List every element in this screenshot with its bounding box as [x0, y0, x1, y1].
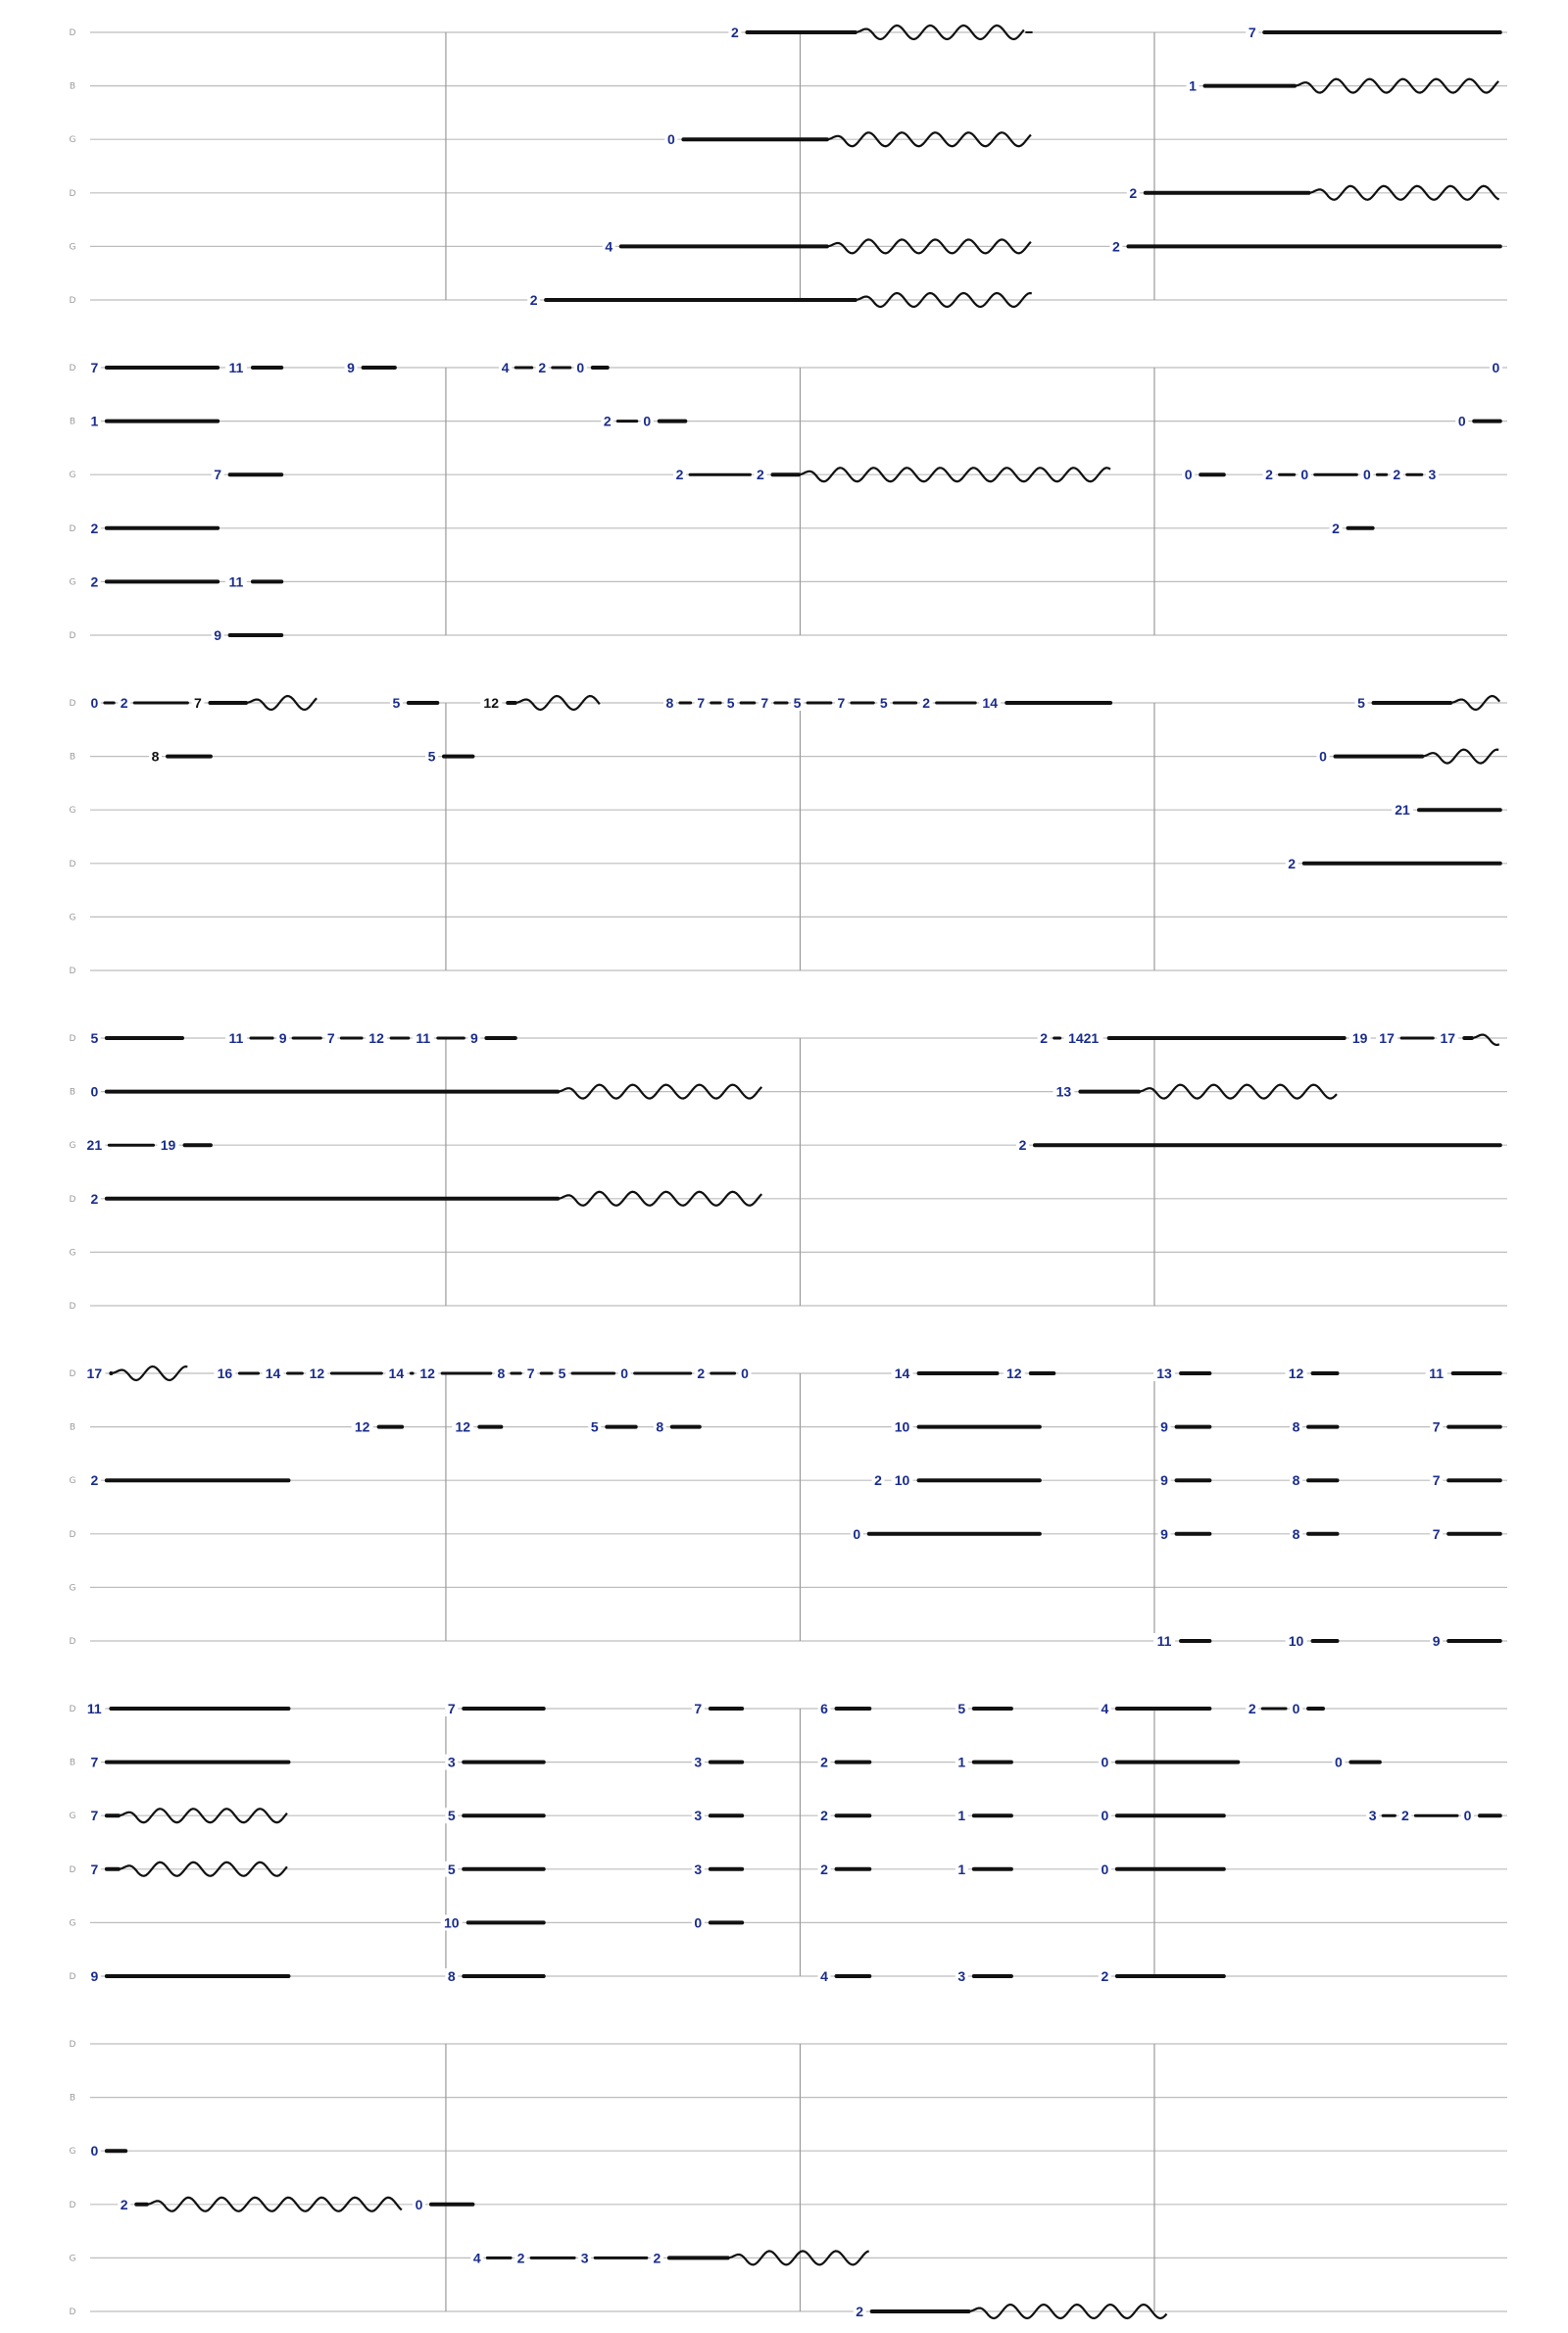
fret-number: 11	[228, 573, 244, 590]
fret-number: 3	[580, 2250, 589, 2266]
string-label: G	[69, 1476, 76, 1487]
string-label: D	[69, 2040, 76, 2050]
fret-number: 5	[558, 1365, 566, 1381]
fret-number: 2	[90, 1472, 99, 1489]
fret-number: 12	[1288, 1365, 1304, 1381]
fret-number: 0	[643, 413, 652, 429]
fret-number: 7	[447, 1701, 456, 1716]
fret-number: 17	[86, 1365, 103, 1381]
fret-number: 7	[1248, 25, 1256, 40]
string-label: B	[69, 417, 76, 427]
string-label: D	[69, 1034, 76, 1044]
fret-number: 5	[90, 1030, 99, 1046]
fret-number: 2	[1040, 1030, 1049, 1046]
string-label: D	[69, 859, 76, 869]
fret-number: 8	[151, 748, 160, 765]
fret-number: 2	[529, 292, 538, 308]
fret-number: 21	[86, 1137, 103, 1154]
fret-number: 0	[694, 1914, 703, 1931]
string-label: G	[69, 1248, 76, 1259]
fret-number: 0	[1184, 467, 1193, 483]
fret-number: 0	[853, 1525, 861, 1542]
fret-number: 2	[731, 25, 739, 40]
fret-number: 2	[120, 2196, 128, 2212]
fret-number: 0	[1335, 1754, 1343, 1770]
fret-number: 9	[214, 627, 222, 643]
fret-number: 1	[957, 1754, 966, 1770]
fret-number: 9	[278, 1030, 287, 1046]
string-label: G	[69, 806, 76, 817]
fret-number: 9	[1432, 1633, 1441, 1649]
tab-system	[70, 360, 1507, 643]
string-label: G	[69, 471, 76, 481]
fret-number: 5	[392, 695, 401, 711]
fret-number: 17	[1379, 1030, 1395, 1046]
fret-number: 12	[309, 1365, 325, 1381]
fret-number: 5	[427, 748, 436, 765]
fret-number: 0	[1457, 413, 1466, 429]
fret-number: 8	[447, 1968, 456, 1984]
fret-number: 4	[605, 238, 613, 255]
fret-number: 11	[228, 360, 244, 375]
fret-number: 2	[856, 2304, 864, 2319]
string-label: G	[69, 1141, 76, 1152]
fret-number: 11	[416, 1030, 431, 1046]
fret-number: 0	[90, 1083, 99, 1100]
fret-number: 12	[455, 1418, 471, 1435]
fret-number: 3	[694, 1808, 703, 1824]
string-label: B	[69, 2093, 76, 2104]
fret-number: 17	[1440, 1030, 1456, 1046]
fret-number: 2	[1393, 467, 1401, 483]
fret-number: 0	[741, 1365, 749, 1381]
fret-number: 5	[590, 1418, 599, 1435]
fret-number: 9	[1160, 1472, 1168, 1489]
fret-number: 2	[922, 695, 931, 711]
fret-number: 1	[957, 1808, 966, 1824]
fret-number: 12	[368, 1030, 384, 1046]
string-label: D	[69, 28, 76, 38]
fret-number: 2	[1400, 1808, 1409, 1824]
fret-number: 19	[160, 1137, 176, 1154]
fret-number: 2	[90, 1190, 99, 1207]
fret-number: 1421	[1068, 1030, 1100, 1046]
fret-number: 2	[757, 467, 764, 483]
fret-number: 2	[1101, 1968, 1109, 1984]
tab-system	[70, 1030, 1507, 1312]
string-label: D	[69, 1637, 76, 1647]
fret-number: 11	[86, 1701, 102, 1716]
string-label: B	[69, 1087, 76, 1098]
string-label: D	[69, 1705, 76, 1714]
string-label: D	[69, 2308, 76, 2317]
fret-number: 9	[469, 1030, 478, 1046]
fret-number: 2	[120, 695, 128, 711]
fret-number: 2	[538, 360, 547, 375]
fret-number: 3	[1428, 467, 1437, 483]
fret-number: 5	[447, 1808, 456, 1824]
fret-number: 5	[793, 695, 802, 711]
fret-number: 9	[347, 360, 355, 375]
fret-number: 13	[1156, 1365, 1172, 1381]
fret-number: 4	[820, 1968, 828, 1984]
fret-number: 0	[1292, 1701, 1300, 1716]
fret-number: 1	[1189, 77, 1197, 94]
fret-number: 11	[1156, 1633, 1172, 1649]
tab-system	[70, 1701, 1507, 1984]
string-label: D	[69, 364, 76, 373]
fret-number: 2	[874, 1472, 882, 1489]
fret-number: 5	[447, 1861, 456, 1877]
fret-number: 2	[603, 413, 612, 429]
fret-number: 2	[675, 467, 684, 483]
fret-number: 7	[90, 1808, 99, 1824]
fret-number: 0	[576, 360, 585, 375]
fret-number: 0	[1319, 748, 1327, 765]
fret-number: 10	[894, 1472, 910, 1489]
fret-number: 2	[1332, 520, 1340, 536]
fret-number: 1	[957, 1861, 966, 1877]
fret-number: 0	[1300, 467, 1309, 483]
string-label: D	[69, 631, 76, 641]
tab-system	[70, 2040, 1507, 2319]
string-label: G	[69, 1812, 76, 1822]
fret-number: 7	[694, 1701, 703, 1716]
fret-number: 12	[354, 1418, 370, 1435]
string-label: D	[69, 2200, 76, 2210]
string-label: G	[69, 1583, 76, 1594]
string-label: G	[69, 2254, 76, 2264]
fret-number: 2	[90, 573, 99, 590]
fret-number: 4	[472, 2250, 481, 2266]
fret-number: 8	[656, 1418, 664, 1435]
string-label: D	[69, 188, 76, 199]
string-label: D	[69, 523, 76, 534]
tab-system	[70, 25, 1507, 308]
fret-number: 2	[1018, 1137, 1027, 1154]
string-label: D	[69, 1972, 76, 1982]
fret-number: 0	[1463, 1808, 1472, 1824]
string-label: G	[69, 577, 76, 588]
fret-number: 7	[1432, 1525, 1441, 1542]
fret-number: 3	[694, 1861, 703, 1877]
fret-number: 10	[894, 1418, 910, 1435]
fret-number: 7	[193, 695, 202, 711]
fret-number: 2	[1112, 238, 1120, 255]
fret-number: 7	[90, 360, 99, 375]
fret-number: 4	[501, 360, 510, 375]
fret-number: 8	[665, 695, 674, 711]
string-label: G	[69, 1918, 76, 1929]
fret-number: 0	[666, 131, 675, 148]
fret-number: 14	[388, 1365, 405, 1381]
fret-number: 3	[957, 1968, 966, 1984]
fret-number: 0	[1101, 1861, 1109, 1877]
fret-number: 5	[726, 695, 735, 711]
fret-number: 2	[653, 2250, 662, 2266]
fret-number: 8	[497, 1365, 506, 1381]
fret-number: 2	[90, 520, 99, 536]
string-label: B	[69, 752, 76, 763]
string-label: D	[69, 967, 76, 976]
tab-system	[70, 1365, 1507, 1649]
vibrato-line	[1472, 1035, 1499, 1045]
string-label: D	[69, 1194, 76, 1205]
tab-system	[70, 695, 1507, 976]
fret-number: 7	[90, 1754, 99, 1770]
fret-number: 7	[526, 1365, 535, 1381]
string-label: G	[69, 2147, 76, 2158]
fret-number: 0	[90, 2143, 99, 2159]
fret-number: 3	[1368, 1808, 1377, 1824]
fret-number: 7	[697, 695, 706, 711]
fret-number: 5	[879, 695, 888, 711]
fret-number: 5	[1357, 695, 1365, 711]
string-label: D	[69, 1369, 76, 1379]
fret-number: 4	[1101, 1701, 1109, 1716]
fret-number: 2	[1288, 855, 1297, 871]
fret-number: 0	[1101, 1754, 1109, 1770]
fret-number: 9	[90, 1968, 99, 1984]
fret-number: 2	[1248, 1701, 1256, 1716]
string-label: B	[69, 1422, 76, 1433]
fret-number: 21	[1395, 802, 1410, 819]
fret-number: 0	[90, 695, 99, 711]
fret-number: 2	[820, 1754, 828, 1770]
fret-number: 2	[820, 1861, 828, 1877]
string-label: D	[69, 1529, 76, 1540]
fret-number: 10	[1288, 1633, 1304, 1649]
fret-number: 3	[694, 1754, 703, 1770]
fret-number: 3	[447, 1754, 456, 1770]
fret-number: 0	[1492, 360, 1500, 375]
string-label: G	[69, 242, 76, 253]
string-label: B	[69, 1758, 76, 1768]
fret-number: 12	[1006, 1365, 1022, 1381]
fret-number: 11	[228, 1030, 244, 1046]
fret-number: 2	[516, 2250, 525, 2266]
fret-number: 14	[894, 1365, 910, 1381]
fret-number: 16	[217, 1365, 233, 1381]
string-label: D	[69, 699, 76, 709]
fret-number: 7	[1432, 1472, 1441, 1489]
fret-number: 6	[820, 1701, 828, 1716]
fret-number: 8	[1292, 1418, 1300, 1435]
fret-number: 12	[419, 1365, 435, 1381]
fret-number: 7	[90, 1861, 99, 1877]
fret-number: 2	[697, 1365, 706, 1381]
string-label: D	[69, 1302, 76, 1312]
fret-number: 0	[1101, 1808, 1109, 1824]
fret-number: 11	[1429, 1365, 1445, 1381]
fret-number: 7	[1432, 1418, 1441, 1435]
fret-number: 7	[326, 1030, 335, 1046]
fret-number: 7	[760, 695, 769, 711]
fret-number: 7	[214, 467, 222, 483]
fret-number: 1	[90, 413, 99, 429]
fret-number: 0	[1362, 467, 1371, 483]
fret-number: 14	[982, 695, 998, 711]
string-label: B	[69, 81, 76, 92]
fret-number: 9	[1160, 1525, 1168, 1542]
string-label: G	[69, 135, 76, 146]
fret-number: 9	[1160, 1418, 1168, 1435]
string-label: G	[69, 913, 76, 923]
fret-number: 7	[837, 695, 846, 711]
fret-number: 10	[443, 1914, 460, 1931]
fret-number: 2	[1265, 467, 1273, 483]
fret-number: 14	[265, 1365, 281, 1381]
fret-number: 13	[1055, 1083, 1072, 1100]
fret-number: 5	[957, 1701, 966, 1716]
fret-number: 8	[1292, 1472, 1300, 1489]
fret-number: 2	[1129, 184, 1138, 201]
fret-number: 8	[1292, 1525, 1300, 1542]
string-label: D	[69, 1864, 76, 1875]
fret-number: 19	[1351, 1030, 1368, 1046]
fret-number: 12	[483, 695, 500, 711]
fret-number: 0	[620, 1365, 629, 1381]
fret-number: 0	[415, 2196, 423, 2212]
string-label: D	[69, 296, 76, 306]
fret-number: 2	[820, 1808, 828, 1824]
